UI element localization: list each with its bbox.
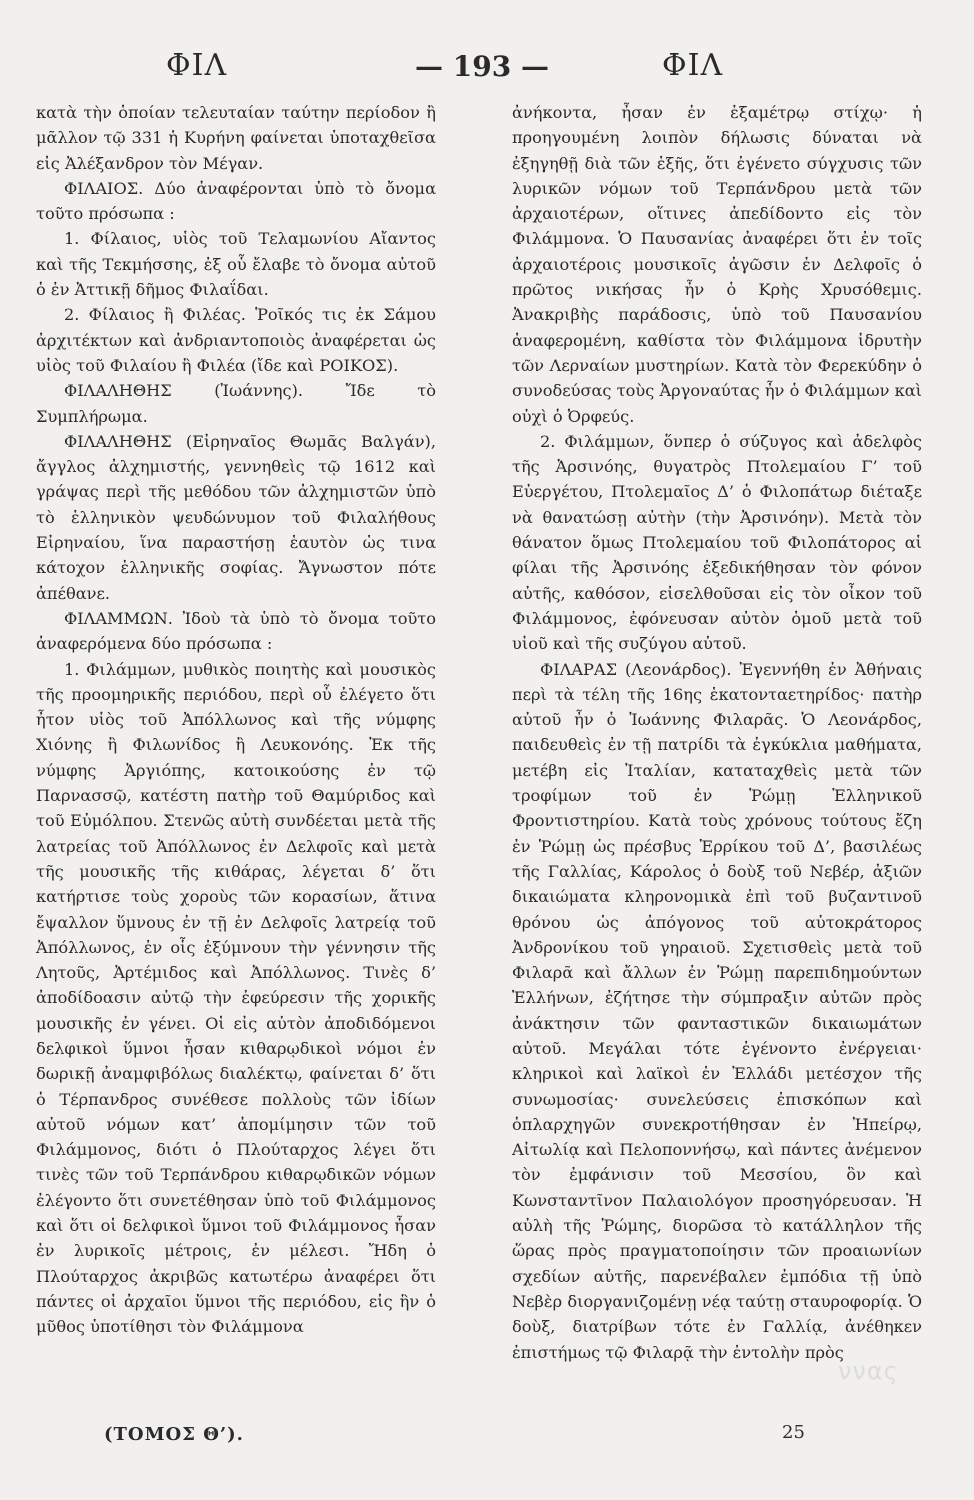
watermark: ννας (838, 1357, 899, 1385)
paragraph: 1. Φιλάμμων, μυθικὸς ποιητὴς καὶ μουσικὸς τῆς προομηρικῆς περιόδου, περὶ οὗ ἐλέγετο ὅτι ἦτον υἱὸς τοῦ Ἀπόλλωνος καὶ τῆς νύμφης Χιόνης ἢ Φιλωνίδος ἢ Λευκονόης. Ἐκ τῆς νύμφης Ἀργιόπης, κατοικούσης ἐν τῷ Παρνασσῷ, κατέστη πατὴρ τοῦ Θαμύριδος καὶ τοῦ Εὐμόλπου. Στενῶς αὐτὴ συνδέεται μετὰ τῆς λατρείας τοῦ Ἀπόλλωνος ἐν Δελφοῖς καὶ μετὰ τῆς μουσικῆς τῆς κιθάρας, λέγεται δ’ ὅτι κατήρτισε τοὺς χοροὺς τῶν κορασίων, ἅτινα ἔψαλλον ὕμνους ἐν τῇ ἐν Δελφοῖς λατρείᾳ τοῦ Ἀπόλλωνος, ἐν οἷς ἐξύμνουν τὴν γέννησιν τῆς Λητοῦς, Ἀρτέμιδος καὶ Ἀπόλλωνος. Τινὲς δ’ ἀποδίδοασιν αὐτῷ τὴν ἐφεύρεσιν τῆς χορικῆς μουσικῆς ἐν γένει. Οἱ εἰς αὐτὸν ἀποδιδόμενοι δελφικοὶ ὕμνοι ἦσαν κιθαρῳδικοὶ νόμοι ἐν δωρικῇ ἀναμφιβόλως διαλέκτῳ, φαίνεται δ’ ὅτι ὁ Τέρπανδρος συνέθεσε πολλοὺς τῶν ἰδίων αὐτοῦ νόμων κατ’ ἀπομίμησιν τῶν τοῦ Φιλάμμονος, διότι ὁ Πλούταρχος λέγει ὅτι τινὲς τῶν τοῦ Τερπάνδρου κιθαρῳδικῶν νόμων ἐλέγοντο ὅτι συνετέθησαν ὑπὸ τοῦ Φιλάμμονος καὶ ὅτι οἱ δελφικοὶ ὕμνοι τοῦ Φιλάμμονος ἦσαν ἐν λυρικοῖς μέτροις, ἐν μέλεσι. Ἤδη ὁ Πλούταρχος ἀκριβῶς κατωτέρω ἀναφέρει ὅτι πάντες οἱ ἀρχαῖοι ὕμνοι τῆς περιόδου, εἰς ἣν ὁ μῦθος ὑποτίθησι τὸν Φιλάμμονα (36, 659, 436, 1337)
paragraph: ΦΙΛΑΛΗΘΗΣ (Ἰωάννης). Ἴδε τὸ Συμπλήρωμα. (36, 381, 436, 426)
running-head-right: ΦΙΛ (662, 48, 724, 83)
paragraph: ΦΙΛΑΡΑΣ (Λεονάρδος). Ἐγεννήθη ἐν Ἀθήναις περὶ τὰ τέλη τῆς 16ης ἑκατονταετηρίδος· πατὴρ αὐτοῦ ἦν ὁ Ἰωάννης Φιλαρᾶς. Ὁ Λεονάρδος, παιδευθεὶς ἐν τῇ πατρίδι τὰ ἐγκύκλια μαθήματα, μετέβη εἰς Ἰταλίαν, καταταχθεὶς μετὰ τῶν τροφίμων τοῦ ἐν Ῥώμῃ Ἑλληνικοῦ Φροντιστηρίου. Κατὰ τοὺς χρόνους τούτους ἔζη ἐν Ῥώμῃ ὡς πρέσβυς Ἑρρίκου τοῦ Δ’, βασιλέως τῆς Γαλλίας, Κάρολος ὁ δοὺξ τοῦ Νεβέρ, ἀξιῶν δικαιώματα κληρονομικὰ ἐπὶ τοῦ βυζαντινοῦ θρόνου ὡς ἀπόγονος τοῦ αὐτοκράτορος Ἀνδρονίκου τοῦ γηραιοῦ. Σχετισθεὶς μετὰ τοῦ Φιλαρᾶ καὶ ἄλλων ἐν Ῥώμῃ παρεπιδημούντων Ἑλλήνων, ἐζήτησε τὴν σύμπραξιν αὐτῶν πρὸς ἀνάκτησιν τῶν φανταστικῶν δικαιωμάτων αὐτοῦ. Μεγάλαι τότε ἐγένοντο ἐνέργειαι· κληρικοὶ καὶ λαϊκοὶ ἐν Ἑλλάδι μετέσχον τῆς συνωμοσίας· συνελεύσεις ἐπισκόπων καὶ ὁπλαρχηγῶν συνεκροτήθησαν ἐν Ἠπείρῳ, Αἰτωλίᾳ καὶ Πελοποννήσῳ, καὶ πάντες ἀνέμενον τὸν ἐμφάνισιν τοῦ Μεσσίου, ὃν καὶ Κωνσταντῖνον Παλαιολόγον προσηγόρευσαν. Ἡ αὐλὴ τῆς Ῥώμης, διορῶσα τὸ κατάλληλον τῆς ὥρας πρὸς πραγματοποίησιν τῶν προαιωνίων σχεδίων αὐτῆς, παρενέβαλεν ἐμπόδια τῇ ὑπὸ Νεβὲρ διοργανιζομένῃ νέᾳ ταύτῃ σταυροφορίᾳ. Ὁ δοὺξ, διατρίβων τότε ἐν Γαλλίᾳ, ἀνέθηκεν ἐπιστήμως τῷ Φιλαρᾷ τὴν ἐντολὴν πρὸς (512, 659, 922, 1362)
paragraph: κατὰ τὴν ὁποίαν τελευταίαν ταύτην περίοδον ἢ μᾶλλον τῷ 331 ἡ Κυρήνη φαίνεται ὑποταχθεῖσα εἰς Ἀλέξανδρον τὸν Μέγαν. (36, 103, 436, 173)
paragraph: ΦΙΛΑΙΟΣ. Δύο ἀναφέρονται ὑπὸ τὸ ὄνομα τοῦτο πρόσωπα : (36, 178, 436, 224)
paragraph: 2. Φιλάμμων, ὅνπερ ὁ σύζυγος καὶ ἀδελφὸς τῆς Ἀρσινόης, θυγατρὸς Πτολεμαίου Γ’ τοῦ Εὐεργέτου, Πτολεμαῖος Δ’ ὁ Φιλοπάτωρ διέταξε νὰ θανατώσῃ αὐτὴν (τὴν Ἀρσινόην). Μετὰ τὸν θάνατον ὅμως Πτολεμαίου τοῦ Φιλοπάτορος αἱ φίλαι τῆς Ἀρσινόης ἐξεδικήθησαν τὸν φόνον αὐτῆς, καθόσον, εἰσελθοῦσαι εἰς τὸν οἶκον τοῦ Φιλάμμονος, ἐφόνευσαν αὐτὸν ὁμοῦ μετὰ τοῦ υἱοῦ καὶ τῆς συζύγου αὐτοῦ. (512, 431, 922, 654)
running-head-left: ΦΙΛ (166, 48, 228, 83)
paragraph: ΦΙΛΑΛΗΘΗΣ (Εἰρηναῖος Θωμᾶς Βαλγάν), ἄγγλος ἀλχημιστής, γεννηθεὶς τῷ 1612 καὶ γράψας περὶ τῆς μεθόδου τῶν ἀλχημιστῶν ὑπὸ τὸ ἑλληνικὸν ψευδώνυμον τοῦ Φιλαλήθους Εἰρηναίου, ἵνα παραστήσῃ ἑαυτὸν ὡς τινα κάτοχον ἑλληνικῆς σοφίας. Ἄγνωστον πότε ἀπέθανε. (36, 431, 436, 603)
page-header (30, 40, 944, 90)
right-column (512, 100, 922, 1365)
paragraph: ΦΙΛΑΜΜΩΝ. Ἰδοὺ τὰ ὑπὸ τὸ ὄνομα τοῦτο ἀναφερόμενα δύο πρόσωπα : (36, 608, 436, 654)
paragraph: 2. Φίλαιος ἢ Φιλέας. Ῥοῖκός τις ἐκ Σάμου ἀρχιτέκτων καὶ ἀνδριαντοποιὸς ἀναφέρεται ὡς υἱὸς τοῦ Φιλαίου ἢ Φιλέα (ἴδε καὶ ΡΟΙΚΟΣ). (36, 305, 436, 375)
volume-label: (ΤΟΜΟΣ Θ’). (104, 1424, 244, 1445)
page-number: — 193 — (415, 50, 549, 83)
signature-mark: 25 (782, 1422, 805, 1443)
paragraph: ἀνήκοντα, ἦσαν ἐν ἑξαμέτρῳ στίχῳ· ἡ προηγουμένη λοιπὸν δήλωσις δύναται νὰ ἐξηγηθῇ διὰ τῶν ἑξῆς, ὅτι ἐγένετο σύγχυσις τῶν λυρικῶν νόμων τοῦ Τερπάνδρου μετὰ τῶν ἀρχαιοτέρων, οἵτινες ἀπεδίδοντο εἰς τὸν Φιλάμμονα. Ὁ Παυσανίας ἀναφέρει ὅτι ἐν τοῖς ἀρχαιοτέροις μουσικοῖς ἀγῶσιν ἐν Δελφοῖς ὁ πρῶτος νικήσας ἦν ὁ Κρὴς Χρυσόθεμις. Ἀνακριβὴς παράδοσις, ὑπὸ τοῦ Παυσανίου ἀναφερομένη, καθίστα τὸν Φιλάμμονα ἱδρυτὴν τῶν Λερναίων μυστηρίων. Κατὰ τὸν Φερεκύδην ὁ συνοδεύσας τοὺς Ἀργοναύτας ἦν ὁ Φιλάμμων καὶ οὐχὶ ὁ Ὀρφεύς. (512, 103, 922, 426)
left-column (36, 100, 436, 1340)
paragraph: 1. Φίλαιος, υἱὸς τοῦ Τελαμωνίου Αἴαντος καὶ τῆς Τεκμήσσης, ἐξ οὗ ἔλαβε τὸ ὄνομα αὐτοῦ ὁ ἐν Ἀττικῇ δῆμος Φιλαΐδαι. (36, 229, 436, 300)
